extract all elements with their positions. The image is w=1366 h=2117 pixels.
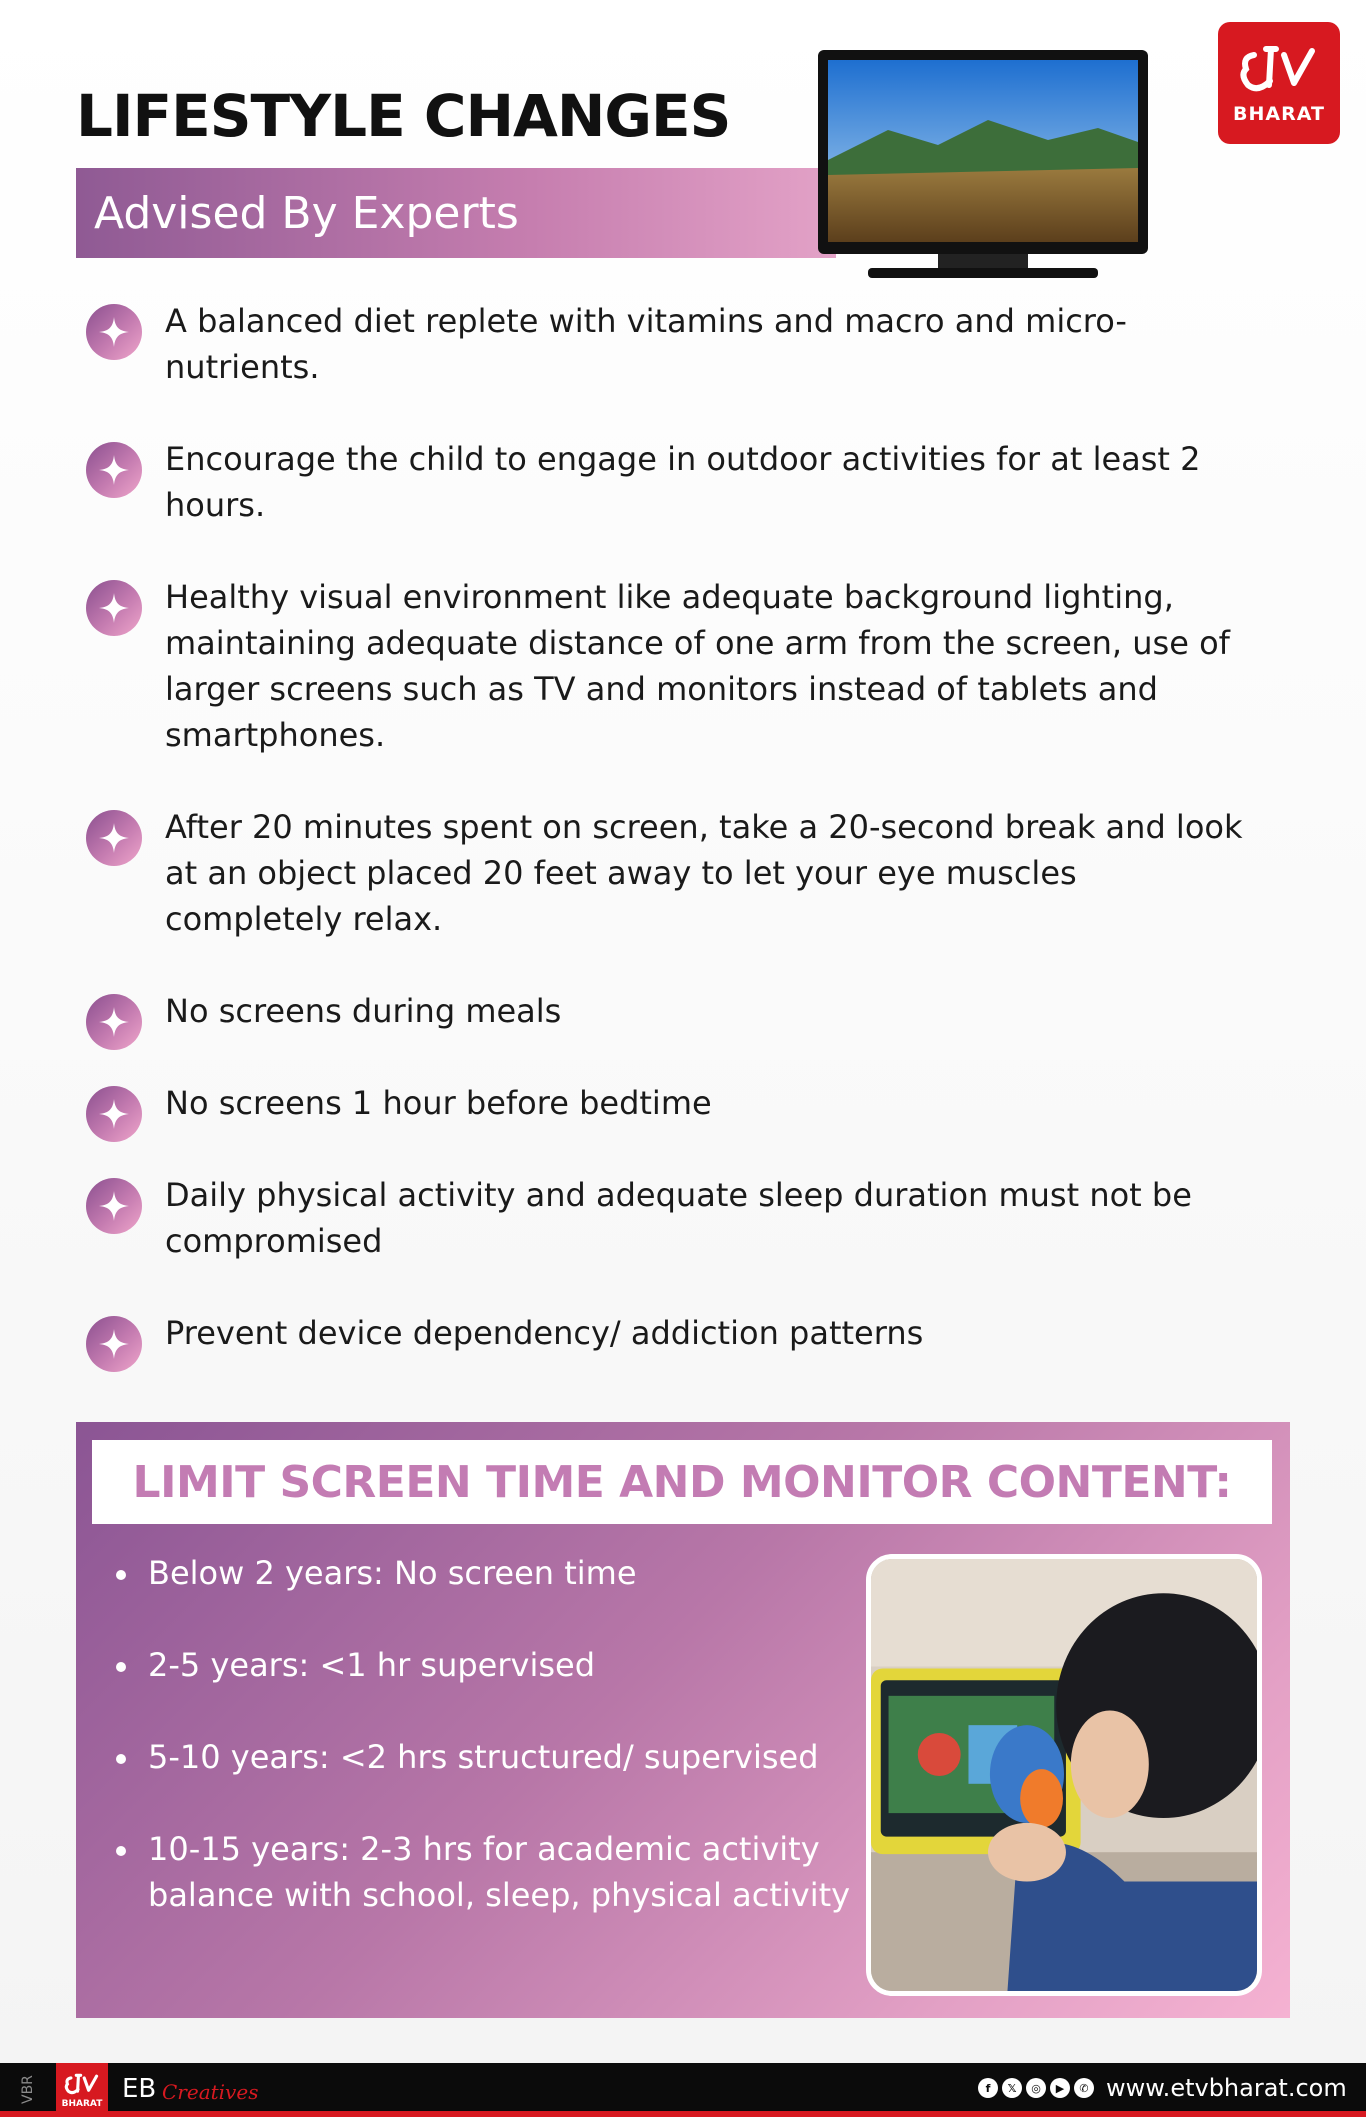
bullet-dot-icon [116,1570,126,1580]
bullet-dot-icon [116,1662,126,1672]
tip-text: A balanced diet replete with vitamins and macro and micro-nutrients. [165,302,1127,386]
x-icon[interactable]: 𝕏 [1002,2078,1022,2098]
tip-text: Daily physical activity and adequate sleep duration must not be compromised [165,1176,1192,1260]
screen-time-panel [76,1422,1290,2018]
sparkle-icon [86,1316,142,1372]
footer-url[interactable]: www.etvbharat.com [1106,2074,1347,2102]
page-subtitle: Advised By Experts [94,187,519,239]
tip-text: Prevent device dependency/ addiction patterns [165,1314,924,1352]
etv-logo-icon [1236,41,1322,101]
etv-bharat-logo [1218,22,1340,144]
sparkle-icon [86,810,142,866]
logo-text: BHARAT [1233,103,1325,125]
page-title: LIFESTYLE CHANGES [76,82,731,150]
tip-text: After 20 minutes spent on screen, take a 20-second break and look at an object placed 20 feet away to let your eye muscles completely relax. [165,808,1243,938]
tip-text: Encourage the child to engage in outdoor activities for at least 2 hours. [165,440,1201,524]
instagram-icon[interactable]: ◎ [1026,2078,1046,2098]
bullet-dot-icon [116,1754,126,1764]
television-image [818,50,1148,282]
subtitle-band [76,168,836,258]
footer-logo-text: BHARAT [61,2099,103,2109]
etv-logo-icon [63,2071,101,2099]
screen-time-text: 5-10 years: <2 hrs structured/ supervised [148,1738,819,1776]
social-icons [978,2078,1094,2098]
footer-vbr: VBR [20,2075,36,2105]
sparkle-icon [86,1086,142,1142]
child-with-tablet-photo [866,1554,1262,1996]
panel-title: LIMIT SCREEN TIME AND MONITOR CONTENT: [132,1456,1232,1508]
sparkle-icon [86,442,142,498]
bullet-dot-icon [116,1846,126,1856]
tip-text: No screens 1 hour before bedtime [165,1084,712,1122]
sparkle-icon [86,304,142,360]
whatsapp-icon[interactable]: ✆ [1074,2078,1094,2098]
screen-time-text: 2-5 years: <1 hr supervised [148,1646,596,1684]
footer-creatives: Creatives [162,2080,259,2104]
sparkle-icon [86,1178,142,1234]
facebook-icon[interactable]: f [978,2078,998,2098]
youtube-icon[interactable]: ▶ [1050,2078,1070,2098]
footer-etv-logo [56,2063,108,2117]
tip-text: Healthy visual environment like adequate background lighting, maintaining adequate distance of one arm from the screen, use of larger screens such as TV and monitors instead of tablets and smartphones. [165,578,1230,754]
footer-eb: EB [122,2074,157,2104]
footer-red-strip [0,2111,1366,2117]
tip-text: No screens during meals [165,992,562,1030]
panel-title-box [92,1440,1272,1524]
sparkle-icon [86,994,142,1050]
sparkle-icon [86,580,142,636]
screen-time-text: 10-15 years: 2-3 hrs for academic activity balance with school, sleep, physical activity [148,1830,851,1914]
screen-time-text: Below 2 years: No screen time [148,1554,637,1592]
